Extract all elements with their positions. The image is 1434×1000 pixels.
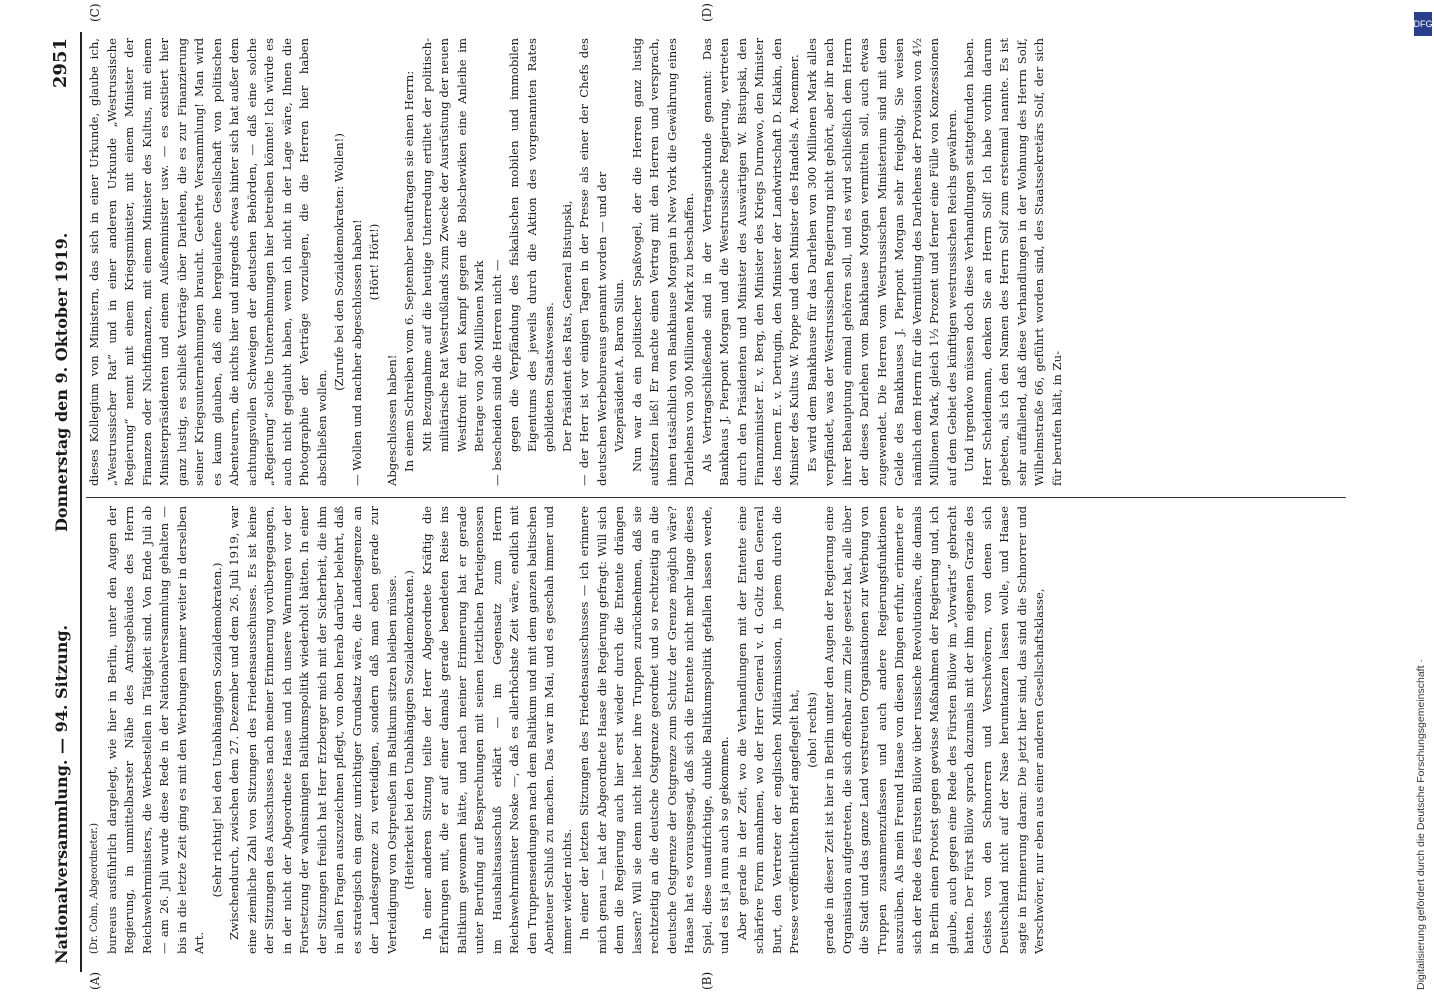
paragraph: — der Herr ist vor einigen Tagen in der Presse als einer der Chefs des deutschen Werbebureaus genannt worden — und der: [577, 38, 609, 486]
paragraph: Aber gerade in der Zeit, wo die Verhandlungen mit der Entente eine schärfere Form annahmen, wo der Herr General v. d. Goltz den General Burt, den Vertreter der englischen Militärmission, in jenem durch die Presse veröffentlichten Brief angeflegelt hat,: [734, 506, 801, 954]
paragraph: Nun war da ein politischer Spaßvogel, der die Herren ganz lustig aufsitzen ließ! Er machte einen Vertrag mit den Herren und versprach, ihnen tatsächlich von Bankhause Morgan in New York die Gewährung eines Darlehens von 300 Millionen Mark zu beschaffen.: [629, 38, 696, 486]
quoted-document: Mit Bezugnahme auf die heutige Unterredung ertiltet der politisch-militärische Rat Westrußlands zum Zwecke der Ausrüstung der neuen Westfront für den Kampf gegen die Bolschewiken eine Anleihe im Betrage von 300 Millionen Mark: [419, 38, 486, 452]
header-session-title: Nationalversammlung. — 94. Sitzung.: [52, 624, 71, 964]
dfg-sidebar: [1414, 12, 1432, 992]
paragraph: Als Vertragschließende sind in der Vertragsurkunde genannt: Das Bankhaus J. Pierpont Morgan und die Westrussische Regierung, vertreten durch den Präsidenten und Minister des Auswärtigen W. Bistupski, den Finanzminister E. v. Berg, den Minister des Kriegs Durnowo, den Minister des Innern E. v. Dertugin, den Minister der Landwirtschaft D. Klakin, den Minister des Kultus W. Poppe und den Minister des Handels A. Roemmer.: [699, 38, 801, 486]
quoted-document: Der Präsident des Rats, General Bistupski,: [559, 200, 574, 452]
paragraph: — bescheiden sind die Herren nicht —: [489, 259, 504, 486]
page-number: 2951: [50, 38, 71, 89]
dfg-logo: DFG: [1414, 12, 1432, 36]
paragraph: In einer anderen Sitzung teilte der Herr Abgeordnete Kräftig die Erfahrungen mit, die er auf einer damals gerade beendeten Reise ins Baltikum gewonnen hätte, und nach meiner Erinnerung hat er gerade unter Berufung auf Besprechungen mit seinen letztlichen Parteigenossen im Haushaltsausschuß erklärt — im Gegensatz zum Herrn Reichswehrminister Noske —, daß es allerhöchste Zeit wäre, endlich mit den Truppensendungen nach dem Baltikum und mit dem ganzen baltischen Abenteuer Schluß zu machen. Das war im Mai, und es geschah immer und immer wieder nichts.: [419, 506, 574, 954]
quoted-document: gegen die Verpfändung des fiskalischen mobilen und immobilen Eigentums des jeweils durch die Aktion des vorgenannten Rates gebildeten Staatswesens.: [507, 38, 556, 452]
interjection: (Hört! Hört!): [367, 223, 381, 301]
page-header: [48, 32, 82, 972]
interjection: (Sehr richtig! bei den Unabhängigen Sozialdemokraten.): [209, 562, 224, 898]
interjection: (Heiterkeit bei den Unabhängigen Sozialdemokraten.): [402, 570, 416, 890]
speaker-note: (Dr. Cohn, Abgeordneter.): [89, 822, 100, 954]
paragraph: In einem Schreiben vom 6. September beauftragen sie einen Herrn:: [402, 70, 416, 472]
header-rule: [80, 32, 82, 972]
paragraph: bureaus ausführlich dargelegt, wie hier in Berlin, unter den Augen der Regierung, in unmittelbarster Nähe des Amtsgebäudes des Herrn Reichswehrministers, die Werbestellen in Tätigkeit sind. Von Ende Juli ab — am 26. Juli wurde diese Rede in der Nationalversammlung gehalten — bis in die letzte Zeit ging es mit den Werbungen immer weiter in derselben Art.: [104, 506, 206, 954]
paragraph: Es wird dem Bankhause für das Darlehen von 300 Millionen Mark alles verpfändet, was der Westrussischen Regierung nicht gehört, aber ihr nach ihrer Behauptung einmal gehören soll, und es wird schließlich dem Herrn der dieses Darlehen vom Bankhause Morgan vermitteln soll, auch etwas zugewendet. Die Herren vom Westrussischen Ministerium sind mit dem Gelde des Bankhauses J. Pierpont Morgan sehr freigebig. Sie weisen nämlich dem Herrn für die Vermittlung des Darlehens der Provision von 4½ Millionen Mark, gleich 1½ Prozent und ferner eine Fülle von Konzessionen auf dem Gebiet des künftigen westrussischen Reichs gewähren.: [804, 38, 959, 486]
paragraph: — Wollen und nachher abgeschlossen haben!: [349, 219, 364, 486]
paragraph: In einer der letzten Sitzungen des Friedensausschusses — ich erinnere mich genau — hat der Abgeordnete Haase die Regierung gefragt: Will sich denn die Regierung auch hier erst wieder durch die Entente drängen lassen? Will sie denn nicht lieber ihre Truppen zurücknehmen, daß sie rechtzeitig an die deutsche Ostgrenze geordnet und so rechtzeitig an die deutsche Ostgrenze der Ostgrenze zum Schutz der Grenze möglich wäre? Haase hat es vorausgesagt, daß sich die Entente nicht mehr lange dieses Spiel, diese unaufrichtige, dunkle Baltikumspolitik gefallen lassen werde, und es ist ja nun auch so gekommen.: [577, 506, 731, 954]
paragraph: dieses Kollegium von Ministern, das sich in einer Urkunde, glaube ich, „Westrussischer Rat“ und in einer anderen Urkunde „Westrussische Regierung“ nennt mit einem Kriegsminister, mit einem Minister der Finanzen oder Nichtfinanzen, mit einem Minister des Kultus, mit einem Ministerpräsidenten und einem Außenminister usw. — es existiert hier ganz lustig, es schließt Verträge über Darlehen, die es zur Finanzierung seiner Kriegsunternehmungen braucht. Geehrte Versammlung! Man wird es kaum glauben, daß eine hergelaufene Gesellschaft von politischen Abenteurern, die nichts hier und nirgends etwas hinter sich hat außer dem achtungsvollen Schweigen der deutschen Behörden, — daß eine solche „Regierung“ solche Unternehmungen hier betreiben könnte! Ich würde es auch nicht geglaubt haben, wenn ich nicht in der Lage wäre, Ihnen die Photographie der Verträge vorzulegen, die die Herren hier haben abschließen wollen.: [87, 38, 329, 486]
margin-mark-a: (A): [88, 971, 102, 990]
column-divider: [86, 497, 1346, 498]
text-column-right: [86, 38, 1351, 486]
interjection: (oho! rechts): [804, 692, 819, 768]
text-column-left: [86, 506, 1351, 954]
margin-mark-b: (B): [700, 971, 714, 990]
margin-mark-d: (D): [700, 3, 714, 22]
quoted-document: Vizepräsident A. Baron Silun.: [612, 278, 626, 452]
newspaper-page: [48, 3, 1358, 990]
paragraph: gerade in dieser Zeit ist hier in Berlin unter den Augen der Regierung eine Organisation aufgetreten, die sich offenbar zum Ziele gesetzt hat, alle über die Stadt und das ganze Land verstreuten Organisationen zur Werbung von Truppen zusammenzufassen und auch andere Regierungsfunktionen auszuüben. Als mein Freund Haase von diesen Dingen erfuhr, erinnerte er sich der Rede des Fürsten Bülow über russische Revolutionäre, die damals in Berlin einen Protest gegen gewisse Maßnahmen der Regierung und, ich glaube, auch gegen eine Rede des Fürsten Bülow im „Vorwärts“ gebracht hatten. Der Fürst Bülow sprach dazumals mit der ihm eigenen Grazie des Geistes von den Schnorrern und Verschwörern, von denen sich Deutschland nicht auf der Nase herumtanzen lassen wolle, und Haase sagte in Erinnerung daran: Die jetzt hier sind, das sind die Schnorrer und Verschwörer, nur eben aus einer anderen Gesellschaftsklasse,: [822, 506, 1046, 954]
dfg-funding-note: Digitalisierung gefördert durch die Deutsche Forschungsgemeinschaft ·: [1415, 659, 1427, 990]
margin-mark-c: (C): [88, 3, 102, 22]
interjection: (Zurufe bei den Sozialdemokraten: Wollen!): [332, 133, 346, 391]
header-date: Donnerstag den 9. Oktober 1919.: [52, 232, 71, 532]
paragraph: Und irgendwo müssen doch diese Verhandlungen stattgefunden haben. Herr Scheidemann, denken Sie an Herrn Solf! Ich habe vorhin darum gebeten, als ich den Namen des Herrn Solf zum erstenmal nannte. Es ist sehr auffallend, daß diese Verhandlungen in der Wohnung des Herrn Solf, Wilhelmstraße 66, geführt worden sind, des Staatssekretärs Solf, der sich für berufen hält, in Zu-: [962, 38, 1064, 486]
paragraph: Abgeschlossen haben!: [384, 354, 399, 486]
paragraph: Zwischendurch, zwischen dem 27. Dezember und dem 26. Juli 1919, war eine ziemliche Zahl von Sitzungen des Friedensausschusses. Es ist keine der Sitzungen des Ausschusses nach meiner Erinnerung vorübergegangen, in der nicht der Abgeordnete Haase und ich unsere Warnungen vor der Fortsetzung der wahnsinnigen Baltikumspolitik wiederholt hätten. In einer der Sitzungen freilich hat Herr Erzberger mich mit der Sicherheit, die ihm in allen Fragen auszuzeichnen pflegt, von oben herab darüber belehrt, daß es strategisch ein ganz unrichtiger Grundsatz wäre, die Landesgrenze an der Landesgrenze zu verteidigen, sondern daß man eben gerade zur Verteidigung von Ostpreußen im Baltikum sitzen bleiben müsse.: [227, 506, 399, 954]
